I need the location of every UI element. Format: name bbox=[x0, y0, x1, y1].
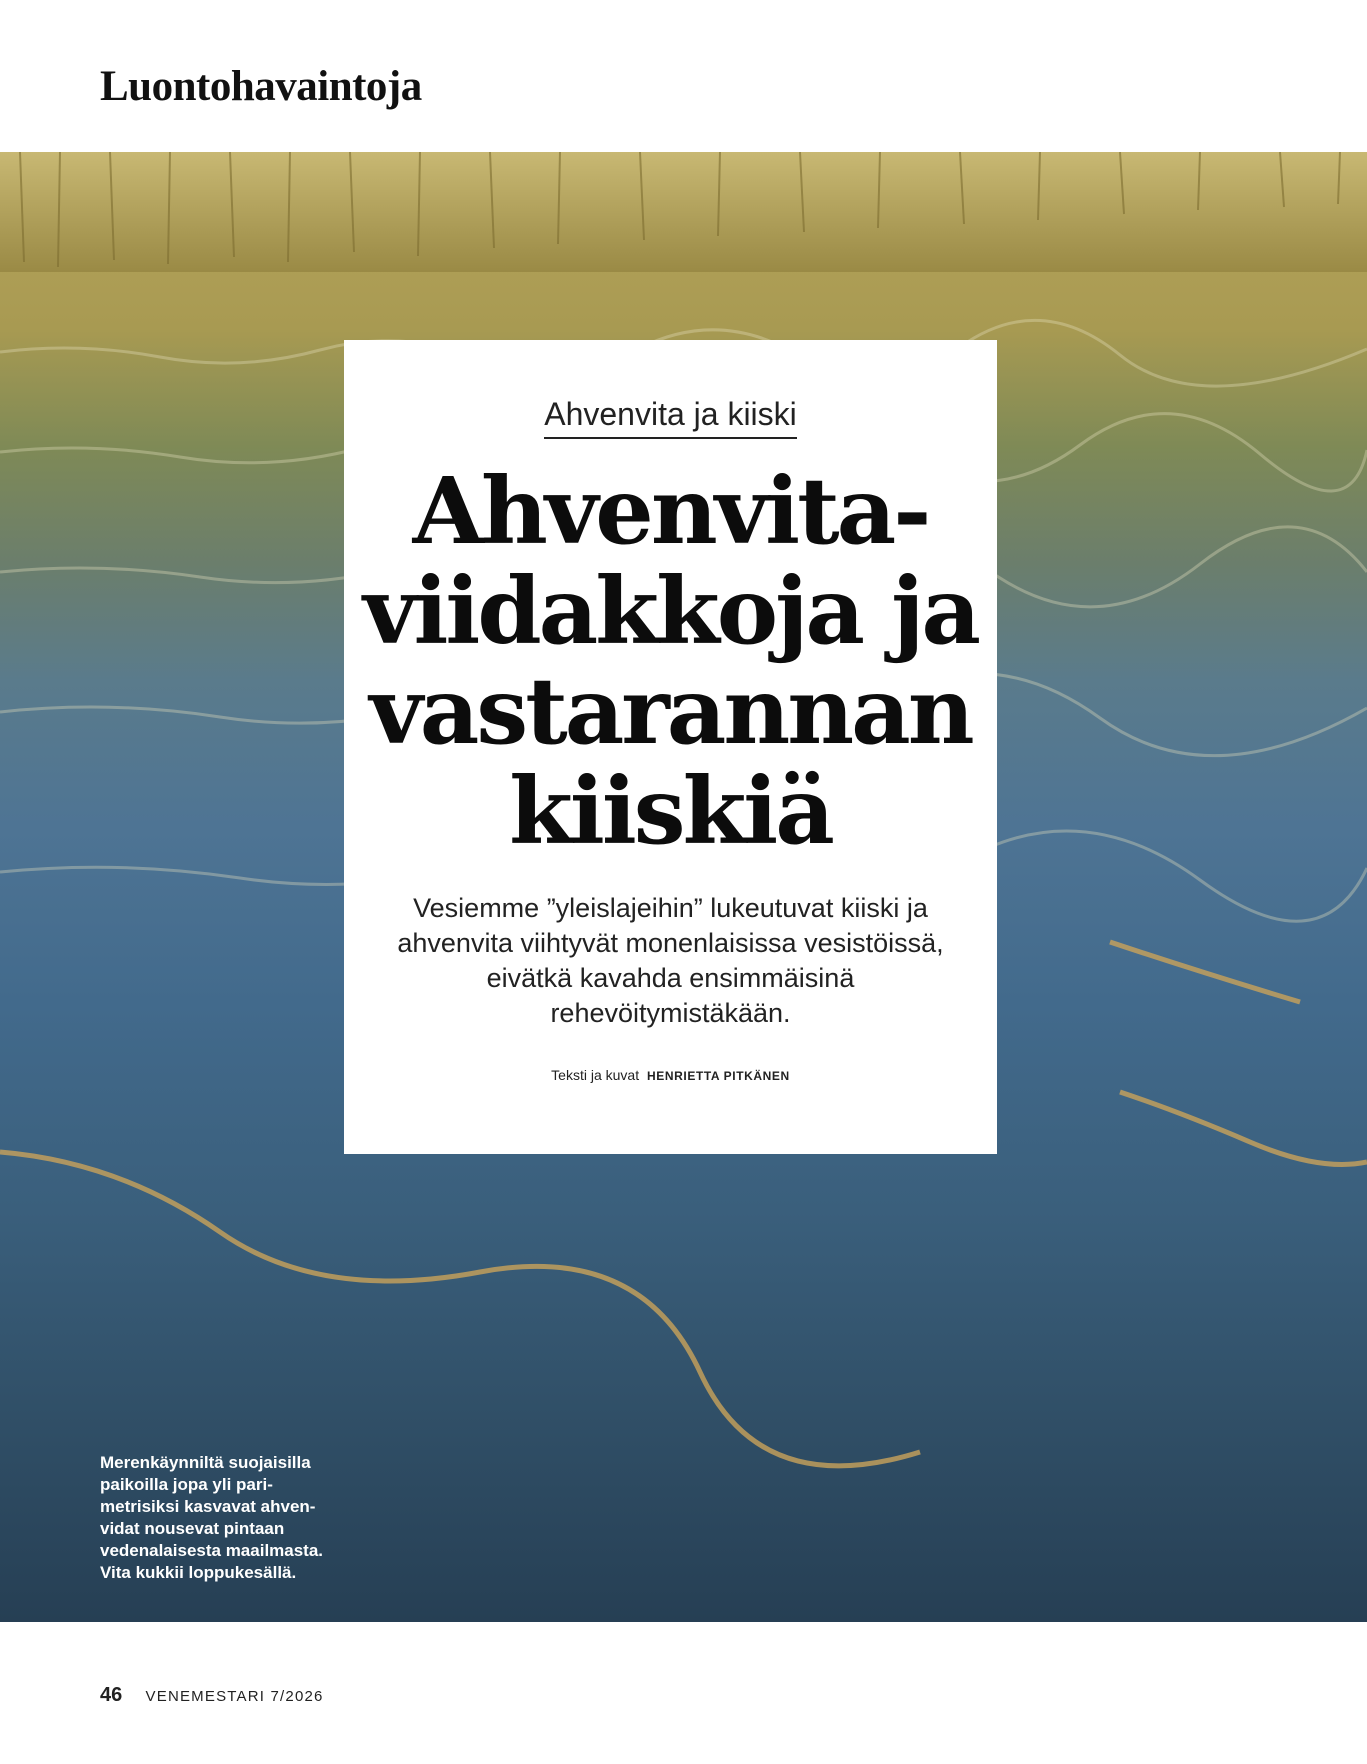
article-headline bbox=[344, 457, 997, 865]
caption-line: paikoilla jopa yli pari- bbox=[100, 1475, 273, 1494]
headline-line: viidakkoja ja bbox=[363, 557, 978, 665]
caption-line: metrisiksi kasvavat ahven- bbox=[100, 1497, 316, 1516]
article-kicker: Ahvenvita ja kiiski bbox=[544, 396, 797, 439]
headline-line: kiiskiä bbox=[509, 757, 832, 865]
headline-line: vastarannan bbox=[369, 657, 972, 765]
magazine-issue: VENEMESTARI 7/2026 bbox=[145, 1688, 324, 1705]
byline-prefix: Teksti ja kuvat bbox=[551, 1067, 640, 1083]
article-lead: Vesiemme ”yleislajeihin” lukeutuvat kiiski ja ahvenvita viihtyvät monenlaisissa vesistöissä, eivätkä kavahda ensimmäisinä rehevöitymistäkään. bbox=[397, 893, 944, 1028]
title-card bbox=[344, 340, 997, 1154]
byline bbox=[344, 1067, 997, 1083]
headline-line: Ahvenvita- bbox=[412, 457, 929, 565]
caption-line: Vita kukkii loppukesällä. bbox=[100, 1563, 297, 1582]
page-footer bbox=[100, 1684, 324, 1707]
photo-caption bbox=[100, 1452, 350, 1584]
byline-author: HENRIETTA PITKÄNEN bbox=[647, 1069, 790, 1083]
reed-bed bbox=[0, 152, 1367, 272]
section-title: Luontohavaintoja bbox=[100, 63, 422, 110]
caption-line: vedenalaisesta maailmasta. bbox=[100, 1541, 324, 1560]
caption-line: Merenkäynniltä suojaisilla bbox=[100, 1453, 311, 1472]
page-number: 46 bbox=[100, 1684, 123, 1706]
caption-line: vidat nousevat pintaan bbox=[100, 1519, 285, 1538]
